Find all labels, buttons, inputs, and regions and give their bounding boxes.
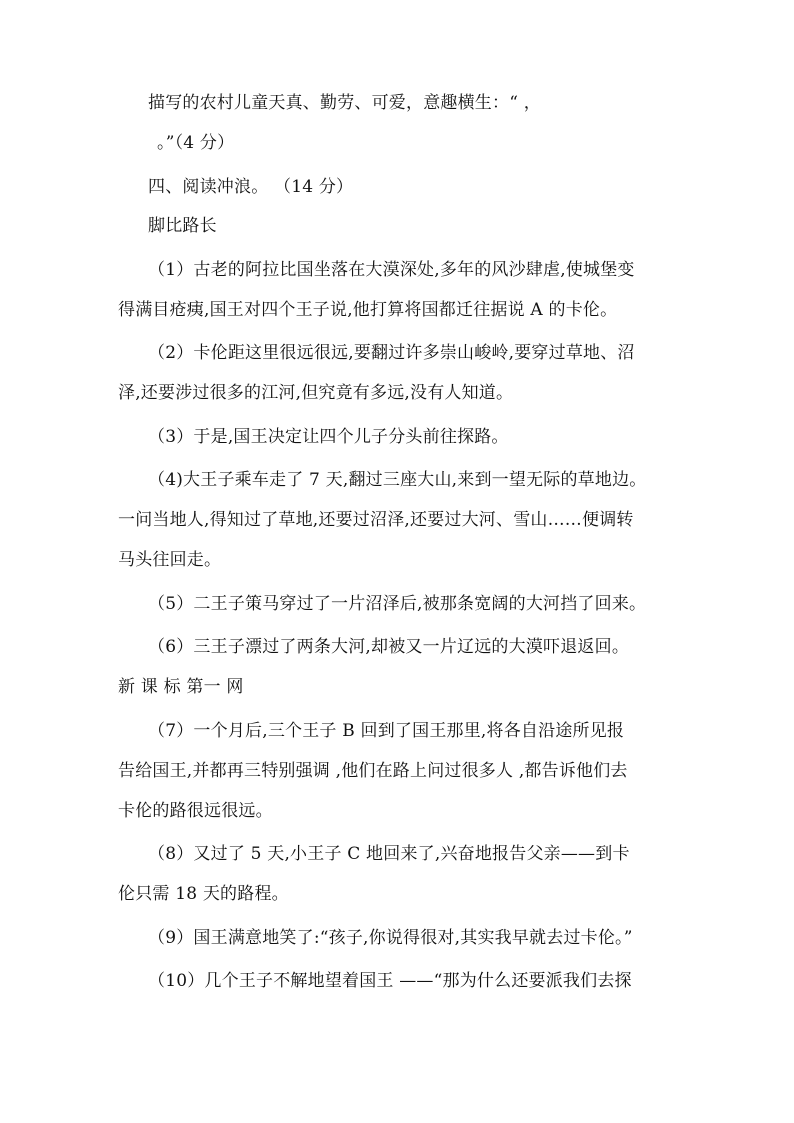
text-line: 描写的农村儿童天真、勤劳、可爱，意趣横生：“ ，: [148, 93, 541, 113]
section-heading: 四、阅读冲浪。 （14 分）: [148, 177, 354, 197]
paragraph-line: 得满目疮痍,国王对四个王子说,他打算将国都迁往据说 A 的卡伦。: [118, 300, 618, 320]
paragraph-line: （2）卡伦距这里很远很远,要翻过许多崇山峻岭,要穿过草地、沼: [148, 343, 635, 363]
paragraph-line: 泽,还要涉过很多的江河,但究竟有多远,没有人知道。: [118, 383, 514, 403]
paragraph-line: （8）又过了 5 天,小王子 C 地回来了,兴奋地报告父亲——到卡: [148, 844, 630, 864]
paragraph-line: （9）国王满意地笑了:“孩子,你说得很对,其实我早就去过卡伦。”: [148, 928, 633, 948]
paragraph-line: （10）几个王子不解地望着国王 ——“那为什么还要派我们去探: [148, 971, 632, 991]
paragraph-line: （5）二王子策马穿过了一片沼泽后,被那条宽阔的大河挡了回来。: [148, 594, 647, 614]
paragraph-line: 卡伦的路很远很远。: [118, 801, 273, 821]
watermark-text: 新 课 标 第一 网: [118, 677, 244, 697]
paragraph-line: （7）一个月后,三个王子 B 回到了国王那里,将各自沿途所见报: [148, 721, 625, 741]
passage-title: 脚比路长: [148, 216, 217, 236]
paragraph-line: 告给国王,并都再三特别强调 ,他们在路上问过很多人 ,都告诉他们去: [118, 761, 628, 781]
paragraph-line: 一问当地人,得知过了草地,还要过沼泽,还要过大河、雪山……便调转: [118, 510, 634, 530]
paragraph-line: 马头往回走。: [118, 550, 222, 570]
paragraph-line: 伦只需 18 天的路程。: [118, 884, 289, 904]
paragraph-line: （4)大王子乘车走了 7 天,翻过三座大山,来到一望无际的草地边。: [148, 470, 647, 490]
paragraph-line: （6）三王子漂过了两条大河,却被又一片辽远的大漠吓退返回。: [148, 637, 630, 657]
paragraph-line: （1）古老的阿拉比国坐落在大漠深处,多年的风沙肆虐,使城堡变: [148, 260, 635, 280]
paragraph-line: （3）于是,国王决定让四个儿子分头前往探路。: [148, 427, 509, 447]
text-line: 。”（4 分）: [157, 133, 235, 153]
